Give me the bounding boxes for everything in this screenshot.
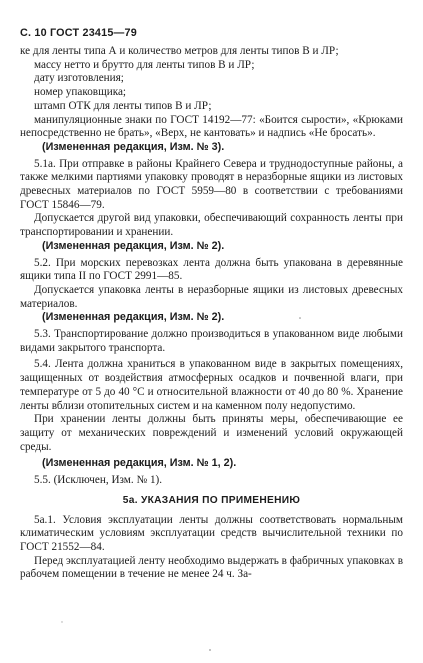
list-item: массу нетто и брутто для ленты типов В и ЛР; (34, 58, 255, 71)
list-item: манипуляционные знаки по ГОСТ 14192—77: «Боится сырости», «Крюками непосредственно не брать», «Верх, не кантовать» и надпись «Не бросать». (20, 113, 403, 140)
revision-note: (Измененная редакция, Изм. № 2). (42, 239, 225, 252)
paragraph: Перед эксплуатацией ленту необходимо выдержать в фабричных упаковках в рабочем помещении в течение не менее 24 ч. За- (20, 554, 403, 581)
paragraph-5a-1: 5а.1. Условия эксплуатации ленты должны соответствовать нормальным климатическим условиям эксплуатации средств вычислительной техники по ГОСТ 21552—84. (20, 513, 403, 553)
paragraph-5-3: 5.3. Транспортирование должно производиться в упакованном виде любыми видами закрытого транспорта. (20, 328, 403, 354)
revision-note: (Измененная редакция, Изм. № 2). (42, 311, 225, 324)
paragraph: Допускается упаковка ленты в неразборные ящики из листовых древесных материалов. (20, 283, 403, 310)
paragraph-5-1a: 5.1а. При отправке в районы Крайнего Севера и труднодоступные районы, а также мелкими партиями упаковку проводят в неразборные ящики из листовых древесных материалов по ГОСТ 5959—80 в соответствии с требованиями ГОСТ 15846—79. (20, 157, 403, 211)
paragraph-5-4: 5.4. Лента должна храниться в упакованном виде в закрытых помещениях, защищенных от воздействия атмосферных осадков и почвенной влаги, при температуре от 5 до 40 °С и относительной влажности от 40 до 80 %. Хранение ленты вблизи отопительных систем и на каменном полу недопустимо. (20, 358, 403, 412)
list-item: дату изготовления; (34, 72, 124, 85)
paragraph: При хранении ленты должны быть приняты меры, обеспечивающие ее защиту от механических повреждений и изменений условий окружающей среды. (20, 413, 403, 453)
paragraph-5-2: 5.2. При морских перевозках лента должна быть упакована в деревянные ящики типа II по ГОСТ 2991—85. (20, 256, 403, 283)
section-heading: 5а. УКАЗАНИЯ ПО ПРИМЕНЕНИЮ (122, 494, 301, 506)
paragraph: Допускается другой вид упаковки, обеспечивающий сохранность ленты при транспортировании и хранении. (20, 212, 403, 239)
revision-note: (Измененная редакция, Изм. № 1, 2). (42, 457, 237, 470)
paragraph-5-5: 5.5. (Исключен, Изм. № 1). (34, 474, 163, 487)
page-header: С. 10 ГОСТ 23415—79 (20, 27, 137, 39)
list-continuation: ке для ленты типа А и количество метров для ленты типов В и ЛР; (20, 45, 339, 57)
list-item: номер упаковщика; (34, 86, 127, 99)
list-item: штамп ОТК для ленты типов В и ЛР; (34, 99, 212, 112)
revision-note: (Измененная редакция, Изм. № 3). (42, 140, 225, 153)
